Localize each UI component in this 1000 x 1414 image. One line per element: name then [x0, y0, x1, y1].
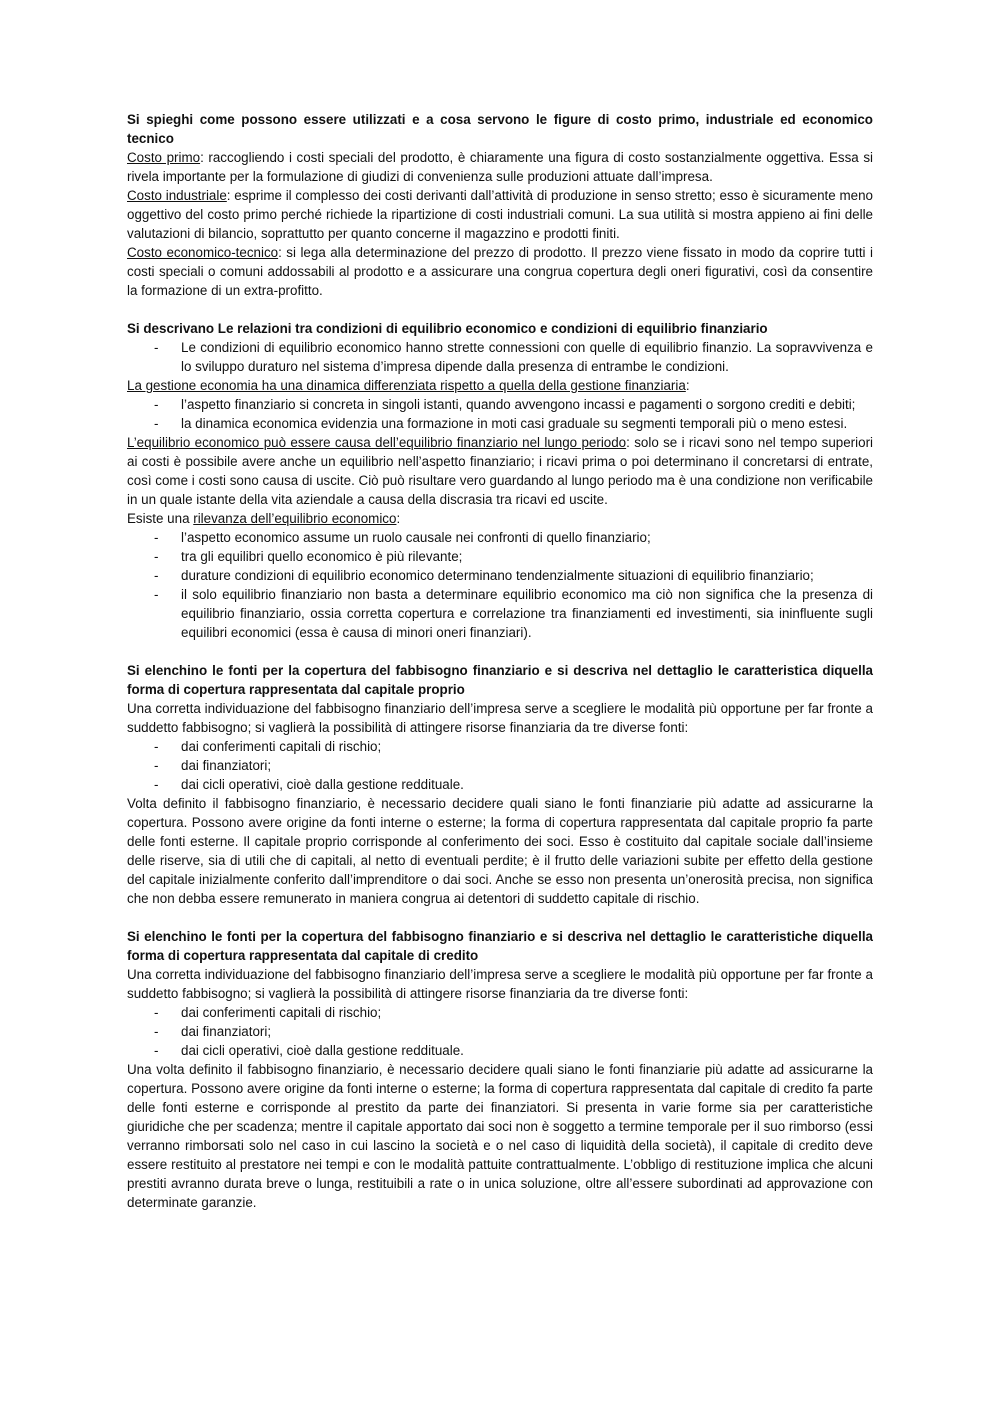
- term-rilevanza: rilevanza dell’equilibrio economico: [193, 511, 397, 526]
- list-item: - l’aspetto finanziario si concreta in singoli istanti, quando avvengono incassi e pagamenti o sorgono crediti e debiti;: [127, 395, 873, 414]
- paragraph-text: : si lega alla determinazione del prezzo di prodotto. Il prezzo viene fissato in modo da coprire tutti i costi speciali o comuni addossabili al prodotto e a assicurare una congrua copertura degli oneri figurativi, così da consentire la formazione di un extra-profitto.: [127, 245, 873, 298]
- section-capitale-proprio: [127, 661, 873, 908]
- paragraph-text: :: [685, 378, 690, 393]
- paragraph-text: : esprime il complesso dei costi derivanti dall’attività di produzione in senso stretto; esso è sicuramente meno oggettivo del costo primo perché richiede la ripartizione di costi industriali comuni. La sua utilità si mostra appieno ai fini delle valutazioni di bilancio, soprattutto per quanto concerne il magazzino e prodotti finiti.: [127, 188, 873, 241]
- paragraph-text: : solo se i ricavi sono nel tempo superiori ai costi è possibile avere anche un equilibrio nell’aspetto finanziario; i ricavi prima o poi determinano il concretarsi di entrate, così come i costi sono causa di uscite. Ciò può risultare vero guardando al lungo periodo ma è una condizione non verificabile in un quale istante della vita aziendale a causa della discrasia tra ricavi ed uscite.: [127, 435, 873, 507]
- section-equilibrium: [127, 319, 873, 642]
- list-item: - dai cicli operativi, cioè dalla gestione reddituale.: [127, 775, 873, 794]
- paragraph-text: Esiste una: [127, 511, 194, 526]
- dash-list: [127, 338, 873, 376]
- paragraph-gestione: [127, 376, 873, 395]
- list-item: - tra gli equilibri quello economico è più rilevante;: [127, 547, 873, 566]
- list-item: - dai finanziatori;: [127, 1022, 873, 1041]
- paragraph-rilevanza: [127, 509, 873, 528]
- paragraph-intro: Una corretta individuazione del fabbisogno finanziario dell’impresa serve a scegliere le modalità più opportune per far fronte a suddetto fabbisogno; si vaglierà la possibilità di attingere risorse finanziaria da tre diverse fonti:: [127, 701, 873, 735]
- dash-list: [127, 528, 873, 642]
- section-capitale-di-credito: [127, 927, 873, 1212]
- list-item: - l’aspetto economico assume un ruolo causale nei confronti di quello finanziario;: [127, 528, 873, 547]
- question-heading: Si elenchino le fonti per la copertura del fabbisogno finanziario e si descriva nel dettaglio le caratteristica diquella forma di copertura rappresentata dal capitale proprio: [127, 663, 873, 697]
- term-equilibrio-economico: L’equilibrio economico può essere causa dell’equilibrio finanziario nel lungo periodo: [127, 435, 627, 450]
- paragraph-costo-industriale: [127, 186, 873, 243]
- paragraph-text: : raccogliendo i costi speciali del prodotto, è chiaramente una figura di costo sostanzialmente oggettiva. Essa si rivela importante per la formulazione di giudizi di convenienza sulle produzioni attuate dall’impresa.: [127, 150, 873, 184]
- paragraph-intro: Una corretta individuazione del fabbisogno finanziario dell’impresa serve a scegliere le modalità più opportune per far fronte a suddetto fabbisogno; si vaglierà la possibilità di attingere risorse finanziaria da tre diverse fonti:: [127, 967, 873, 1001]
- list-item: - durature condizioni di equilibrio economico determinano tendenzialmente situazioni di equilibrio finanziario;: [127, 566, 873, 585]
- term-gestione-economica: La gestione economia ha una dinamica differenziata rispetto a quella della gestione finanziaria: [127, 378, 686, 393]
- paragraph-text: :: [396, 511, 401, 526]
- paragraph-body: Una volta definito il fabbisogno finanziario, è necessario decidere quali siano le fonti finanziarie più adatte ad assicurarne la copertura. Possono avere origine da fonti interne o esterne; la forma di copertura rappresentata dal capitale di credito fa parte delle fonti esterne e corrisponde al prestito da parte dei finanziatori. Si presenta in varie forme sia per caratteristiche giuridiche che per scadenza; mentre il capitale apportato dai soci non è soggetto a termine temporale per il suo rimborso (essi verranno rimborsati solo nel caso in cui lascino la società e o nel caso di liquidità della società), il capitale di credito deve essere restituito al prestatore nei tempi e con le modalità pattuite contrattualmente. L’obbligo di restituzione implica che alcuni prestiti avranno durata breve o lunga, restituibili a rate o in unica soluzione, oltre all’essere subordinati ad approvazione con determinate garanzie.: [127, 1062, 873, 1210]
- question-heading: Si elenchino le fonti per la copertura del fabbisogno finanziario e si descriva nel dettaglio le caratteristiche diquella forma di copertura rappresentata dal capitale di credito: [127, 929, 873, 963]
- dash-list: [127, 737, 873, 794]
- list-item: - dai conferimenti capitali di rischio;: [127, 737, 873, 756]
- dash-list: [127, 1003, 873, 1060]
- list-item: - dai finanziatori;: [127, 756, 873, 775]
- paragraph-costo-economico-tecnico: [127, 243, 873, 300]
- question-heading: Si spieghi come possono essere utilizzati e a cosa servono le figure di costo primo, industriale ed economico tecnico: [127, 112, 873, 146]
- list-item: - Le condizioni di equilibrio economico hanno strette connessioni con quelle di equilibrio finanzio. La sopravvivenza e lo sviluppo duraturo nel sistema d’impresa dipende dalla presenza di entrambe le condizioni.: [127, 338, 873, 376]
- list-item: - il solo equilibrio finanziario non basta a determinare equilibrio economico ma ciò non significa che la presenza di equilibrio finanziario, ossia corretta copertura e correlazione tra finanziamenti ed investimenti, sia ininfluente sugli equilibri economici (essa è causa di minori oneri finanziari).: [127, 585, 873, 642]
- paragraph-body: Volta definito il fabbisogno finanziario, è necessario decidere quali siano le fonti finanziarie più adatte ad assicurarne la copertura. Possono avere origine da fonti interne o esterne; la forma di copertura rappresentata dal capitale proprio fa parte delle fonti esterne. Il capitale proprio corrisponde al conferimento dei soci. Esso è costituito dal capitale sociale dall’insieme delle riserve, sia di utili che di capitali, al netto di eventuali perdite; è il frutto delle variazioni subite per effetto della gestione del capitale inizialmente conferito dall’imprenditore o dai soci. Anche se esso non presenta un’onerosità precisa, non significa che non debba essere remunerato in maniera congrua ai detentori di suddetto capitale di rischio.: [127, 796, 873, 906]
- dash-list: [127, 395, 873, 433]
- list-item: - dai cicli operativi, cioè dalla gestione reddituale.: [127, 1041, 873, 1060]
- question-heading: Si descrivano Le relazioni tra condizioni di equilibrio economico e condizioni di equilibrio finanziario: [127, 321, 768, 336]
- term-costo-primo: Costo primo: [127, 150, 201, 165]
- section-cost-figures: [127, 110, 873, 300]
- document-page: [127, 110, 873, 1212]
- list-item: - dai conferimenti capitali di rischio;: [127, 1003, 873, 1022]
- paragraph-equilibrio-lungo-periodo: [127, 433, 873, 509]
- term-costo-industriale: Costo industriale: [127, 188, 227, 203]
- term-costo-economico-tecnico: Costo economico-tecnico: [127, 245, 279, 260]
- list-item: - la dinamica economica evidenzia una formazione in moti casi graduale su segmenti temporali più o meno estesi.: [127, 414, 873, 433]
- paragraph-costo-primo: [127, 148, 873, 186]
